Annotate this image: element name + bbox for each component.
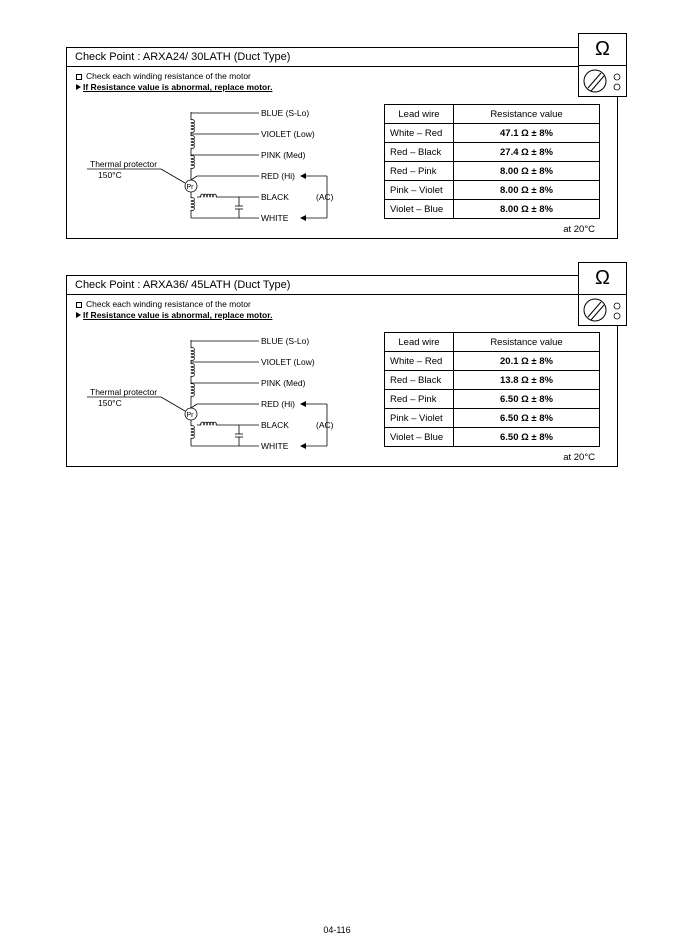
table-row: Violet – Blue 6.50 Ω ± 8% xyxy=(385,428,600,447)
check-point-header: Check Point : ARXA36/ 45LATH (Duct Type) xyxy=(67,276,617,295)
table-row: White – Red 47.1 Ω ± 8% xyxy=(385,124,600,143)
wire-violet-label: VIOLET (Low) xyxy=(261,129,315,139)
wire-white-label: WHITE xyxy=(261,441,289,451)
check-point-section-2 xyxy=(66,275,618,467)
wire-black-label: BLACK xyxy=(261,192,289,202)
thermal-protector-label: Thermal protector xyxy=(90,387,158,397)
page-number: 04-116 xyxy=(323,925,351,935)
col-resistance: Resistance value xyxy=(454,105,600,124)
instruction-replace: If Resistance value is abnormal, replace motor. xyxy=(76,310,272,321)
wire-red-label: RED (Hi) xyxy=(261,399,295,409)
pr-label: Pr xyxy=(186,412,194,419)
meter-dial-icon xyxy=(579,295,626,326)
ohm-symbol: Ω xyxy=(579,263,626,295)
meter-dial-icon xyxy=(579,66,626,97)
measurement-temp: at 20°C xyxy=(563,224,595,235)
table-row: Red – Black 27.4 Ω ± 8% xyxy=(385,143,600,162)
instruction-check: Check each winding resistance of the motor xyxy=(76,71,251,82)
multimeter-icon xyxy=(578,33,627,97)
wire-pink-label: PINK (Med) xyxy=(261,378,306,388)
table-row: Violet – Blue 8.00 Ω ± 8% xyxy=(385,200,600,219)
resistance-table xyxy=(384,332,600,447)
thermal-temp-label: 150°C xyxy=(98,398,122,408)
thermal-temp-label: 150°C xyxy=(98,170,122,180)
col-lead-wire: Lead wire xyxy=(385,333,454,352)
check-point-header: Check Point : ARXA24/ 30LATH (Duct Type) xyxy=(67,48,617,67)
col-lead-wire: Lead wire xyxy=(385,105,454,124)
table-header-row xyxy=(385,105,600,124)
wire-pink-label: PINK (Med) xyxy=(261,150,306,160)
pr-label: Pr xyxy=(186,184,194,191)
wire-white-label: WHITE xyxy=(261,213,289,223)
ac-label: (AC) xyxy=(316,420,334,430)
ohm-symbol: Ω xyxy=(579,34,626,66)
table-row: Pink – Violet 8.00 Ω ± 8% xyxy=(385,181,600,200)
table-row: Pink – Violet 6.50 Ω ± 8% xyxy=(385,409,600,428)
table-row: White – Red 20.1 Ω ± 8% xyxy=(385,352,600,371)
wire-black-label: BLACK xyxy=(261,420,289,430)
wire-blue-label: BLUE (S-Lo) xyxy=(261,336,310,346)
col-resistance: Resistance value xyxy=(454,333,600,352)
wire-blue-label: BLUE (S-Lo) xyxy=(261,108,310,118)
table-row: Red – Black 13.8 Ω ± 8% xyxy=(385,371,600,390)
multimeter-icon xyxy=(578,262,627,326)
instruction-check: Check each winding resistance of the motor xyxy=(76,299,251,310)
instruction-replace: If Resistance value is abnormal, replace motor. xyxy=(76,82,272,93)
table-row: Red – Pink 8.00 Ω ± 8% xyxy=(385,162,600,181)
wire-red-label: RED (Hi) xyxy=(261,171,295,181)
thermal-protector-label: Thermal protector xyxy=(90,159,158,169)
measurement-temp: at 20°C xyxy=(563,452,595,463)
check-point-section-1 xyxy=(66,47,618,239)
resistance-table xyxy=(384,104,600,219)
wire-violet-label: VIOLET (Low) xyxy=(261,357,315,367)
table-row: Red – Pink 6.50 Ω ± 8% xyxy=(385,390,600,409)
ac-label: (AC) xyxy=(316,192,334,202)
table-header-row xyxy=(385,333,600,352)
